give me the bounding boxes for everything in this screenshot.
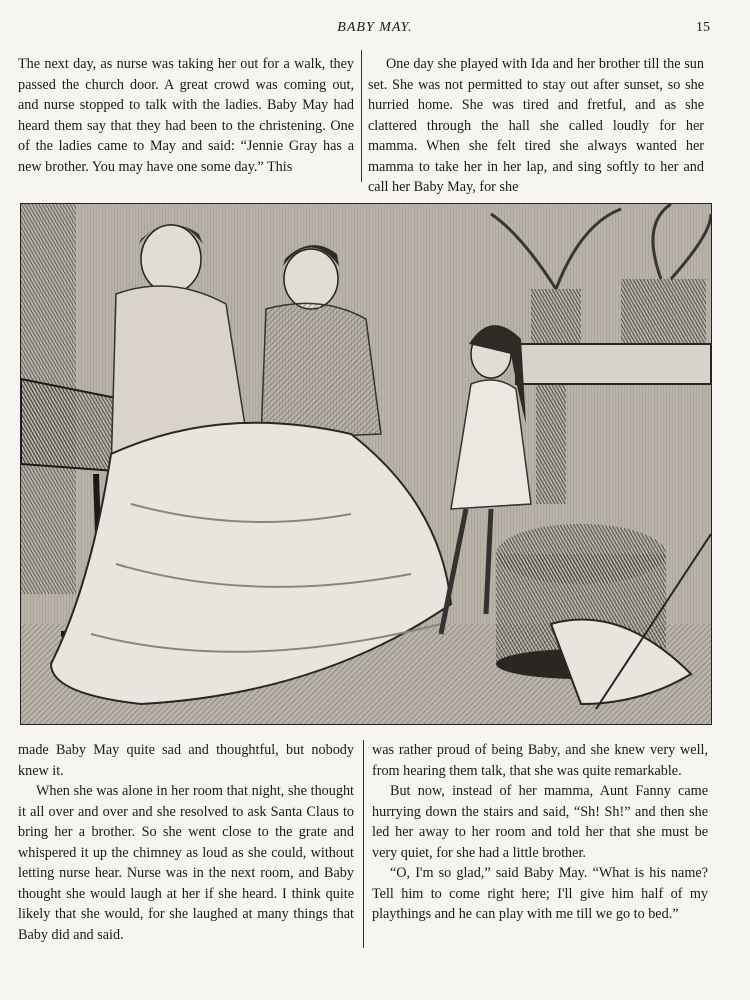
paragraph: “O, I'm so glad,” said Baby May. “What is his name? Tell him to come right here; I'll give him half of my playthings and he can play with me till we go to bed.” — [372, 865, 708, 922]
engraving-illustration — [20, 203, 712, 725]
column-top-left — [18, 54, 354, 177]
running-head — [0, 20, 750, 42]
column-divider — [363, 740, 364, 948]
column-top-right — [368, 54, 704, 198]
running-title: BABY MAY. — [337, 20, 413, 35]
paragraph: made Baby May quite sad and thoughtful, but nobody knew it. — [18, 742, 354, 779]
paragraph: was rather proud of being Baby, and she knew very well, from hearing them talk, that she was quite remarkable. — [372, 742, 708, 779]
column-divider — [361, 50, 362, 182]
paragraph: The next day, as nurse was taking her out for a walk, they passed the church door. A great crowd was coming out, and nurse stopped to talk with the ladies. Baby May had heard them say that they had been to the christening. One of the ladies came to May and said: “Jennie Gray has a new brother. You may have one some day.” This — [18, 56, 354, 175]
column-bottom-right — [372, 740, 708, 925]
page-number: 15 — [696, 20, 710, 35]
paragraph: But now, instead of her mamma, Aunt Fanny came hurrying down the stairs and said, “Sh! Sh!” and then she led her away to her room and told her that she must be very quiet, for she had a little brother. — [372, 783, 708, 861]
column-bottom-left — [18, 740, 354, 945]
paragraph: One day she played with Ida and her brother till the sun set. She was not permitted to stay out after sunset, so she hurried home. She was tired and fretful, and as she clattered through the hall she called loudly for her mamma. When she felt tired she always wanted her mamma to take her in her lap, and sing softly to her and call her Baby May, for she — [368, 56, 704, 195]
paragraph: When she was alone in her room that night, she thought it all over and over and she resolved to ask Santa Claus to bring her a brother. So she went close to the grate and whispered it up the chimney as loud as she could, without letting nurse hear. Nurse was in the next room, and Baby thought she would laugh at her if she heard. I think quite likely that she would, for she laughed at many things that Baby did and said. — [18, 783, 354, 943]
